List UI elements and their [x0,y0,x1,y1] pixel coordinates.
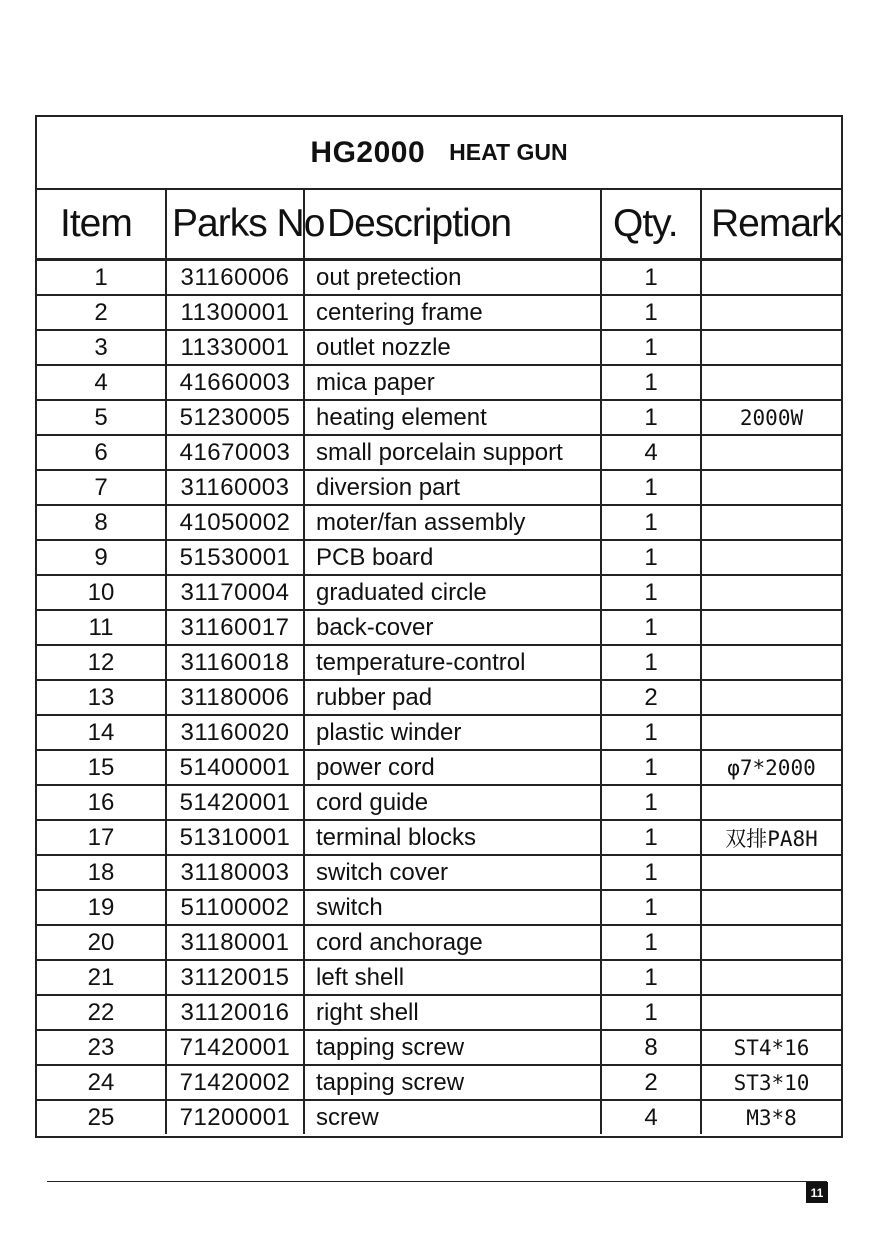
cell-remark: 2000W [701,400,841,435]
table-row [37,960,841,995]
cell-item: 24 [37,1065,166,1100]
table-row [37,715,841,750]
cell-qty: 4 [601,1100,701,1134]
cell-part-number: 31180001 [166,925,304,960]
cell-qty: 1 [601,750,701,785]
cell-item: 6 [37,435,166,470]
product-name: HEAT GUN [449,139,568,165]
table-row [37,610,841,645]
table-row [37,505,841,540]
cell-qty: 1 [601,260,701,296]
cell-part-number: 51100002 [166,890,304,925]
cell-qty: 1 [601,365,701,400]
cell-remark [701,505,841,540]
cell-description: rubber pad [304,680,601,715]
cell-remark [701,575,841,610]
cell-remark [701,470,841,505]
cell-item: 18 [37,855,166,890]
cell-qty: 1 [601,855,701,890]
cell-item: 25 [37,1100,166,1134]
cell-remark [701,785,841,820]
cell-remark [701,960,841,995]
table-row [37,575,841,610]
model-number: HG2000 [310,135,426,169]
cell-description: out pretection [304,260,601,296]
cell-part-number: 31180003 [166,855,304,890]
cell-item: 4 [37,365,166,400]
table-row [37,1030,841,1065]
cell-remark: ST4*16 [701,1030,841,1065]
cell-description: outlet nozzle [304,330,601,365]
cell-remark: M3*8 [746,1105,797,1130]
cell-remark [701,715,841,750]
cell-part-number: 71420002 [166,1065,304,1100]
cell-description: graduated circle [304,575,601,610]
cell-item: 7 [37,470,166,505]
cell-remark: 双排PA8H [701,820,841,855]
cell-part-number: 11300001 [166,295,304,330]
table-row [37,295,841,330]
cell-qty: 1 [601,400,701,435]
cell-description: tapping screw [304,1030,601,1065]
cell-qty: 4 [601,435,701,470]
cell-item: 12 [37,645,166,680]
table-row [37,435,841,470]
cell-item: 23 [37,1030,166,1065]
parts-table [37,190,841,1134]
table-row [37,645,841,680]
table-row [37,330,841,365]
cell-item: 3 [37,330,166,365]
cell-description: mica paper [304,365,601,400]
cell-part-number: 51400001 [166,750,304,785]
cell-qty: 2 [601,680,701,715]
cell-part-number: 31160020 [166,715,304,750]
cell-item: 22 [37,995,166,1030]
cell-remark [701,260,841,296]
cell-remark [701,435,841,470]
cell-part-number: 31160006 [166,260,304,296]
cell-description: plastic winder [304,715,601,750]
table-row [37,785,841,820]
cell-part-number: 31160017 [166,610,304,645]
cell-remark [701,645,841,680]
cell-remark [701,680,841,715]
table-row [37,1100,841,1134]
cell-description: screw [304,1100,601,1134]
cell-qty: 8 [601,1030,701,1065]
cell-qty: 1 [601,785,701,820]
cell-qty: 1 [601,330,701,365]
cell-part-number: 31160018 [166,645,304,680]
table-row [37,365,841,400]
cell-qty: 1 [601,925,701,960]
cell-part-number: 41050002 [166,505,304,540]
cell-qty: 1 [601,470,701,505]
table-row [37,890,841,925]
table-body [37,260,841,1135]
cell-item: 17 [37,820,166,855]
footer-divider [47,1181,827,1182]
cell-item: 19 [37,890,166,925]
cell-item: 16 [37,785,166,820]
cell-qty: 1 [601,610,701,645]
parts-list-frame [35,115,843,1138]
table-row [37,1065,841,1100]
cell-description: moter/fan assembly [304,505,601,540]
cell-description: switch cover [304,855,601,890]
cell-description: centering frame [304,295,601,330]
cell-remark [701,995,841,1030]
cell-part-number: 41670003 [166,435,304,470]
cell-part-number: 31160003 [166,470,304,505]
cell-description: diversion part [304,470,601,505]
cell-item: 15 [37,750,166,785]
cell-remark [701,540,841,575]
cell-item: 11 [37,610,166,645]
cell-description: power cord [304,750,601,785]
cell-description: right shell [304,995,601,1030]
cell-description: cord guide [304,785,601,820]
cell-item: 8 [37,505,166,540]
cell-qty: 1 [601,715,701,750]
cell-qty: 1 [601,540,701,575]
cell-description: switch [304,890,601,925]
cell-description: back-cover [304,610,601,645]
cell-description: cord anchorage [304,925,601,960]
cell-item: 10 [37,575,166,610]
cell-part-number: 71200001 [166,1100,304,1134]
table-row [37,855,841,890]
cell-item: 5 [37,400,166,435]
cell-item: 9 [37,540,166,575]
cell-description: tapping screw [304,1065,601,1100]
cell-qty: 2 [601,1065,701,1100]
cell-remark [701,610,841,645]
cell-remark [701,295,841,330]
cell-part-number: 51230005 [166,400,304,435]
cell-part-number: 31120016 [166,995,304,1030]
header-qty: Qty. [601,190,701,260]
cell-part-number: 51530001 [166,540,304,575]
cell-remark: φ7*2000 [701,750,841,785]
cell-qty: 1 [601,295,701,330]
cell-item: 1 [37,260,166,296]
table-row [37,540,841,575]
cell-item: 20 [37,925,166,960]
cell-description: PCB board [304,540,601,575]
cell-qty: 1 [601,505,701,540]
header-remark: Remark [701,190,841,260]
cell-qty: 1 [601,890,701,925]
cell-part-number: 51420001 [166,785,304,820]
cell-part-number: 41660003 [166,365,304,400]
header-item: Item [37,190,166,260]
cell-description: left shell [304,960,601,995]
cell-part-number: 11330001 [166,330,304,365]
cell-qty: 1 [601,645,701,680]
table-row [37,820,841,855]
table-row [37,470,841,505]
cell-item: 2 [37,295,166,330]
cell-remark [701,890,841,925]
table-row [37,750,841,785]
header-description: Description [304,190,601,260]
cell-part-number: 51310001 [166,820,304,855]
table-row [37,925,841,960]
header-row [37,190,841,260]
cell-qty: 1 [601,575,701,610]
cell-item: 14 [37,715,166,750]
cell-qty: 1 [601,820,701,855]
page-number: 11 [806,1182,828,1203]
cell-part-number: 71420001 [166,1030,304,1065]
cell-description: temperature-control [304,645,601,680]
cell-remark [701,855,841,890]
table-title [37,117,841,190]
cell-description: terminal blocks [304,820,601,855]
cell-remark [701,925,841,960]
cell-remark: ST3*10 [701,1065,841,1100]
cell-remark [701,330,841,365]
cell-item: 13 [37,680,166,715]
table-row [37,260,841,296]
table-row [37,400,841,435]
cell-part-number: 31170004 [166,575,304,610]
cell-part-number: 31180006 [166,680,304,715]
cell-remark [701,365,841,400]
cell-item: 21 [37,960,166,995]
cell-description: heating element [304,400,601,435]
header-parts-no: Parks No [166,190,304,260]
table-row [37,680,841,715]
cell-part-number: 31120015 [166,960,304,995]
table-row [37,995,841,1030]
cell-description: small porcelain support [304,435,601,470]
cell-qty: 1 [601,960,701,995]
cell-qty: 1 [601,995,701,1030]
